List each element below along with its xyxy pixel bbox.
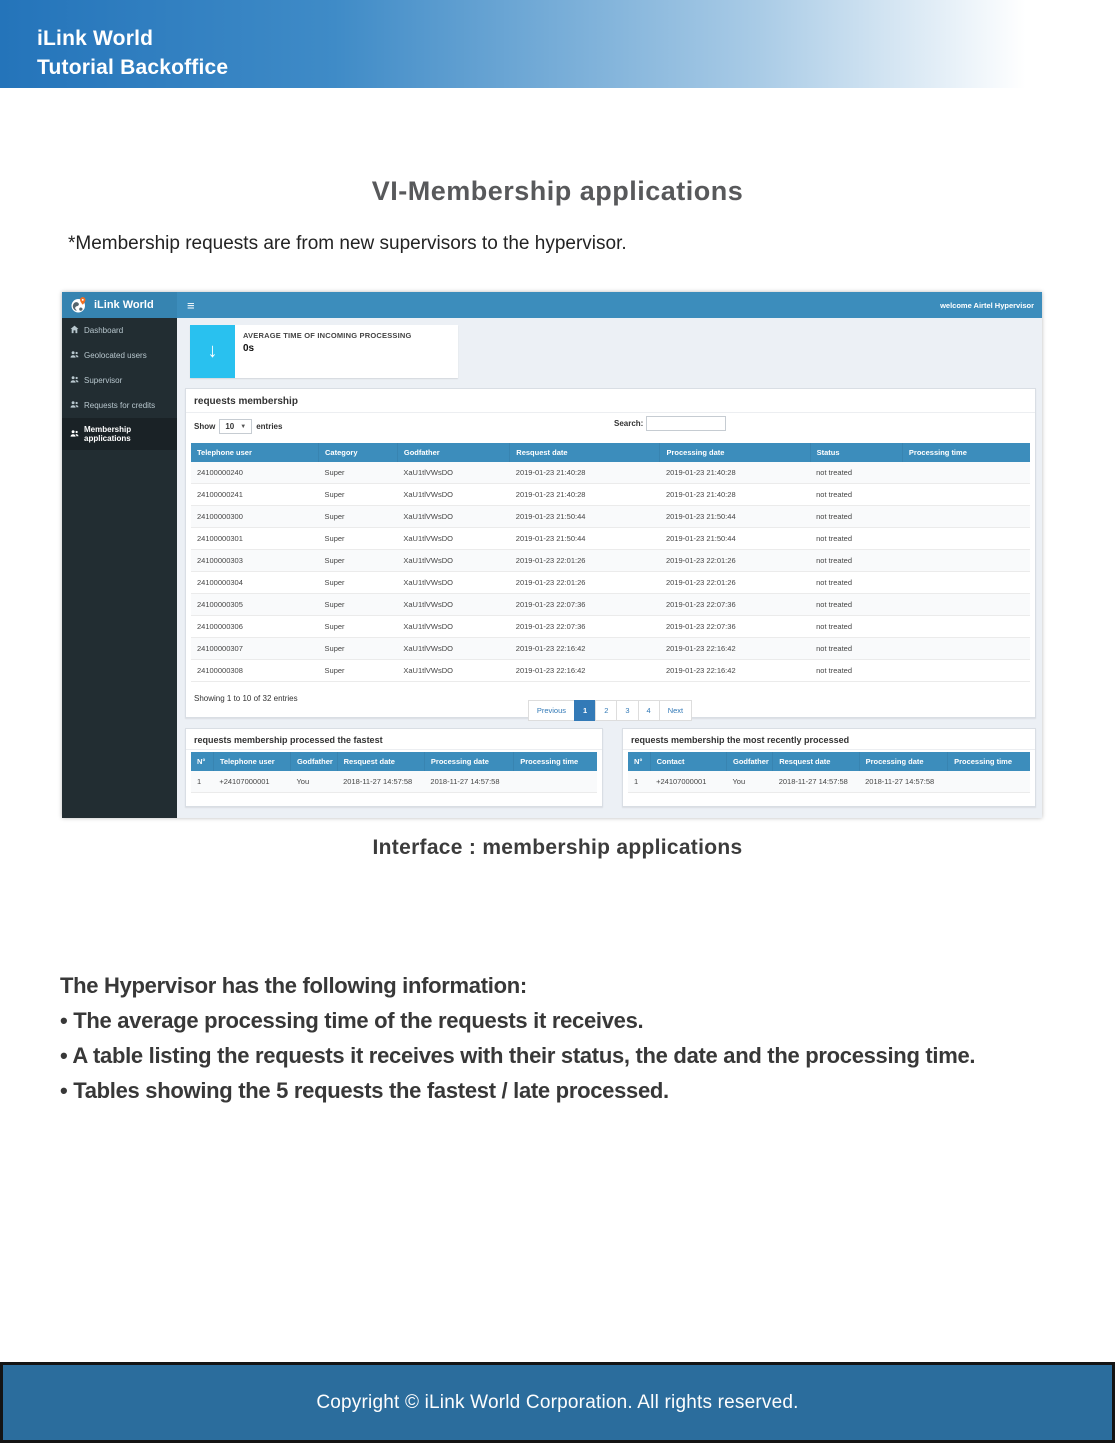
table-cell: 2019-01-23 22:07:36 — [660, 616, 810, 638]
search-group — [614, 416, 726, 431]
recently-processed-panel — [622, 728, 1036, 807]
pagination-previous[interactable]: Previous — [528, 700, 575, 721]
sidebar-item-dashboard[interactable] — [62, 318, 177, 343]
table-cell — [902, 484, 1030, 506]
pagination-page-4[interactable]: 4 — [638, 700, 660, 721]
table-cell: XaU1tlVWsDO — [397, 572, 509, 594]
table-cell: 1 — [628, 771, 650, 793]
table-cell: Super — [319, 572, 398, 594]
users-icon — [70, 429, 79, 440]
table-cell: not treated — [810, 506, 902, 528]
requests-membership-panel — [185, 388, 1036, 718]
table-cell: Super — [319, 594, 398, 616]
column-header[interactable]: Resquest date — [773, 752, 859, 771]
column-header[interactable]: Resquest date — [510, 443, 660, 462]
doc-brand-line2: Tutorial Backoffice — [37, 56, 229, 79]
home-icon — [70, 325, 79, 336]
table-cell: XaU1tlVWsDO — [397, 506, 509, 528]
table-row — [191, 506, 1030, 528]
table-cell: 2018-11-27 14:57:58 — [424, 771, 513, 793]
users-icon — [70, 375, 79, 386]
table-cell: 2018-11-27 14:57:58 — [337, 771, 424, 793]
entries-select[interactable] — [219, 419, 252, 434]
search-input[interactable] — [646, 416, 726, 431]
fastest-processed-panel — [185, 728, 603, 807]
avg-time-label: AVERAGE TIME OF INCOMING PROCESSING — [243, 331, 412, 340]
body-intro: The Hypervisor has the following information: — [60, 973, 527, 998]
table-cell: 2019-01-23 21:50:44 — [660, 506, 810, 528]
table-cell: 2019-01-23 21:40:28 — [510, 462, 660, 484]
table-cell — [514, 771, 597, 793]
backoffice-screenshot — [62, 292, 1042, 818]
pagination-page-2[interactable]: 2 — [595, 700, 617, 721]
table-row — [191, 594, 1030, 616]
entries-select-value: 10 — [225, 422, 235, 431]
column-header[interactable]: Godfather — [397, 443, 509, 462]
table-cell: 2019-01-23 22:01:26 — [660, 572, 810, 594]
table-row — [191, 484, 1030, 506]
table-cell: 24100000241 — [191, 484, 319, 506]
table-cell: not treated — [810, 572, 902, 594]
table-cell: not treated — [810, 484, 902, 506]
sidebar-item-membership-applications[interactable] — [62, 418, 177, 450]
table-header-row — [191, 752, 597, 771]
caret-down-icon: ▼ — [240, 423, 247, 430]
table-cell: You — [290, 771, 337, 793]
table-cell: not treated — [810, 462, 902, 484]
table-cell: Super — [319, 462, 398, 484]
table-cell: XaU1tlVWsDO — [397, 528, 509, 550]
pagination-page-1[interactable]: 1 — [574, 700, 596, 721]
table-cell: 2019-01-23 22:16:42 — [660, 660, 810, 682]
pagination — [186, 700, 1035, 721]
table-cell: 2019-01-23 22:16:42 — [510, 638, 660, 660]
table-row — [628, 771, 1030, 793]
sidebar-item-label: Dashboard — [84, 326, 124, 335]
body-bullet: • The average processing time of the requests it receives. — [60, 1008, 644, 1033]
table-row — [191, 462, 1030, 484]
table-cell — [902, 550, 1030, 572]
panel-title: requests membership processed the fastest — [186, 729, 602, 750]
document-header-banner — [0, 0, 1115, 88]
copyright-text: Copyright © iLink World Corporation. All rights reserved. — [316, 1391, 799, 1413]
table-cell: +24107000001 — [213, 771, 290, 793]
table-cell — [902, 638, 1030, 660]
welcome-user-label[interactable]: welcome Airtel Hypervisor — [940, 300, 1034, 310]
recent-table — [628, 752, 1030, 793]
table-cell: Super — [319, 528, 398, 550]
sidebar-item-label: Supervisor — [84, 376, 123, 385]
table-cell: XaU1tlVWsDO — [397, 616, 509, 638]
table-cell: 2019-01-23 22:16:42 — [510, 660, 660, 682]
table-cell: not treated — [810, 528, 902, 550]
column-header[interactable]: Processing date — [859, 752, 947, 771]
table-cell: not treated — [810, 550, 902, 572]
table-cell: not treated — [810, 638, 902, 660]
sidebar-item-label: Requests for credits — [84, 401, 156, 410]
app-topbar — [62, 292, 1042, 318]
doc-brand-line1: iLink World — [37, 27, 154, 50]
sidebar-item-supervisor[interactable] — [62, 368, 177, 393]
sidebar-item-geolocated-users[interactable] — [62, 343, 177, 368]
show-entries-group — [194, 419, 282, 434]
table-cell: not treated — [810, 616, 902, 638]
table-row — [191, 660, 1030, 682]
table-cell: 2019-01-23 22:07:36 — [660, 594, 810, 616]
column-header[interactable]: Category — [319, 443, 398, 462]
pagination-next[interactable]: Next — [659, 700, 692, 721]
table-cell: XaU1tlVWsDO — [397, 638, 509, 660]
figure-caption: Interface : membership applications — [372, 836, 743, 859]
avg-time-text — [235, 325, 420, 378]
table-cell: Super — [319, 616, 398, 638]
table-cell: Super — [319, 638, 398, 660]
table-cell: not treated — [810, 594, 902, 616]
table-cell: XaU1tlVWsDO — [397, 660, 509, 682]
table-cell: XaU1tlVWsDO — [397, 462, 509, 484]
table-cell: 24100000240 — [191, 462, 319, 484]
column-header[interactable]: Telephone user — [213, 752, 290, 771]
sidebar-item-requests-for-credits[interactable] — [62, 393, 177, 418]
table-cell: XaU1tlVWsDO — [397, 484, 509, 506]
entries-label: entries — [256, 422, 283, 431]
table-cell: 24100000300 — [191, 506, 319, 528]
table-row — [191, 572, 1030, 594]
table-cell — [902, 506, 1030, 528]
table-cell: 24100000306 — [191, 616, 319, 638]
table-cell: 2019-01-23 22:01:26 — [660, 550, 810, 572]
table-cell — [902, 616, 1030, 638]
search-label: Search: — [614, 419, 644, 428]
table-cell: 2019-01-23 21:40:28 — [510, 484, 660, 506]
table-cell: not treated — [810, 660, 902, 682]
table-cell: 24100000307 — [191, 638, 319, 660]
entries-summary: Showing 1 to 10 of 32 entries — [194, 694, 298, 703]
table-cell: 24100000305 — [191, 594, 319, 616]
column-header[interactable]: Contact — [650, 752, 726, 771]
table-cell: 2019-01-23 22:07:36 — [510, 616, 660, 638]
table-cell: Super — [319, 506, 398, 528]
table-cell — [902, 462, 1030, 484]
users-icon — [70, 400, 79, 411]
body-text — [60, 968, 1070, 1108]
table-row — [191, 638, 1030, 660]
panel-title: requests membership the most recently processed — [623, 729, 1035, 750]
table-cell: 24100000308 — [191, 660, 319, 682]
app-navbar — [177, 292, 1042, 318]
table-header-row — [191, 443, 1030, 462]
table-controls — [186, 413, 1035, 441]
document-brand — [37, 24, 228, 82]
users-icon — [70, 350, 79, 361]
table-header-row — [628, 752, 1030, 771]
column-header[interactable]: Processing time — [948, 752, 1030, 771]
globe-pin-logo-icon — [70, 296, 88, 314]
table-cell: 1 — [191, 771, 213, 793]
table-cell — [902, 660, 1030, 682]
table-cell — [948, 771, 1030, 793]
column-header[interactable]: Processing time — [902, 443, 1030, 462]
menu-icon[interactable]: ≡ — [187, 297, 195, 313]
table-cell — [902, 528, 1030, 550]
column-header[interactable]: Processing date — [660, 443, 810, 462]
pagination-page-3[interactable]: 3 — [616, 700, 638, 721]
avg-time-card — [190, 325, 458, 378]
table-cell: 24100000304 — [191, 572, 319, 594]
page-subtitle: *Membership requests are from new supervisors to the hypervisor. — [68, 233, 627, 254]
table-cell: XaU1tlVWsDO — [397, 594, 509, 616]
table-cell: 2019-01-23 22:01:26 — [510, 572, 660, 594]
table-cell: 2019-01-23 21:40:28 — [660, 462, 810, 484]
table-cell: 2019-01-23 22:16:42 — [660, 638, 810, 660]
table-cell: 2019-01-23 21:50:44 — [510, 506, 660, 528]
avg-time-value: 0s — [243, 343, 255, 354]
document-footer — [0, 1362, 1115, 1443]
table-cell: 2019-01-23 22:07:36 — [510, 594, 660, 616]
table-cell: 2019-01-23 21:50:44 — [660, 528, 810, 550]
column-header[interactable]: Resquest date — [337, 752, 424, 771]
app-sidebar — [62, 318, 177, 818]
table-cell: XaU1tlVWsDO — [397, 550, 509, 572]
table-cell: 2018-11-27 14:57:58 — [859, 771, 947, 793]
column-header[interactable]: Status — [810, 443, 902, 462]
show-label: Show — [194, 422, 216, 431]
table-cell: 2019-01-23 21:40:28 — [660, 484, 810, 506]
requests-table — [191, 443, 1030, 682]
column-header[interactable]: N° — [191, 752, 213, 771]
page-title: VI-Membership applications — [371, 176, 744, 206]
column-header[interactable]: Godfather — [290, 752, 337, 771]
column-header[interactable]: Godfather — [726, 752, 772, 771]
down-arrow-icon: ↓ — [190, 325, 235, 378]
column-header[interactable]: Telephone user — [191, 443, 319, 462]
table-cell: 2019-01-23 21:50:44 — [510, 528, 660, 550]
table-cell: 2018-11-27 14:57:58 — [773, 771, 859, 793]
table-cell: 24100000303 — [191, 550, 319, 572]
table-cell — [902, 594, 1030, 616]
fastest-table — [191, 752, 597, 793]
table-cell: +24107000001 — [650, 771, 726, 793]
app-content — [177, 318, 1042, 818]
table-cell: 2019-01-23 22:01:26 — [510, 550, 660, 572]
table-cell: 24100000301 — [191, 528, 319, 550]
body-bullet: • Tables showing the 5 requests the fastest / late processed. — [60, 1078, 669, 1103]
table-cell: Super — [319, 484, 398, 506]
sidebar-item-label: Membership applications — [84, 425, 132, 443]
column-header[interactable]: Processing date — [424, 752, 513, 771]
table-cell: You — [726, 771, 772, 793]
body-bullet: • A table listing the requests it receives with their status, the date and the processing time. — [60, 1043, 976, 1068]
table-row — [191, 616, 1030, 638]
app-brand-label: iLink World — [94, 299, 154, 311]
table-cell: Super — [319, 550, 398, 572]
table-row — [191, 528, 1030, 550]
column-header[interactable]: Processing time — [514, 752, 597, 771]
sidebar-item-label: Geolocated users — [84, 351, 147, 360]
column-header[interactable]: N° — [628, 752, 650, 771]
panel-title: requests membership — [186, 389, 1035, 413]
table-row — [191, 550, 1030, 572]
table-cell — [902, 572, 1030, 594]
table-row — [191, 771, 597, 793]
app-brand[interactable] — [62, 292, 177, 318]
table-cell: Super — [319, 660, 398, 682]
